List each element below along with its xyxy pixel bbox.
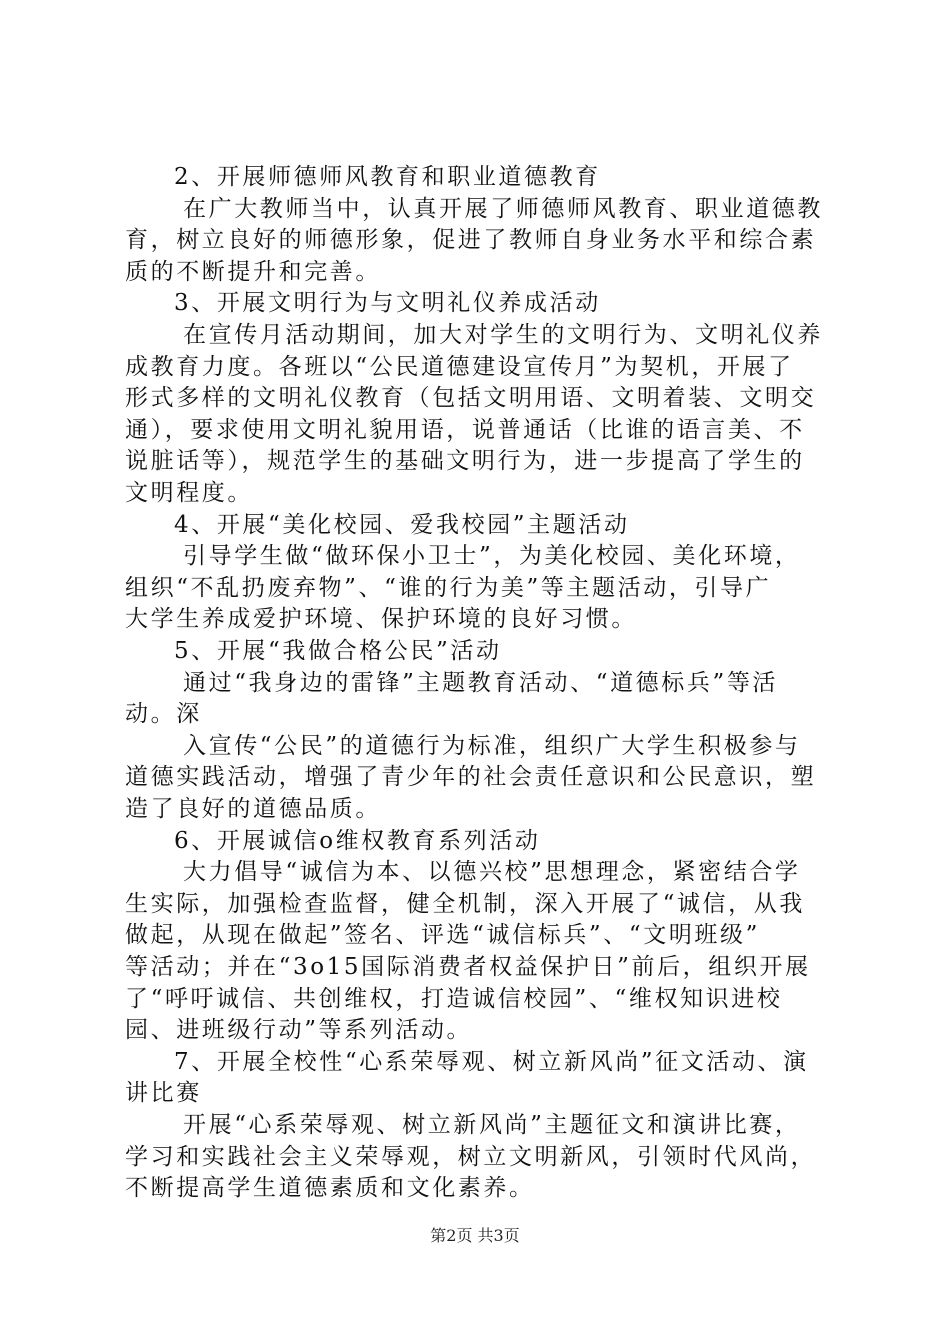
text-line: 园、进班级行动”等系列活动。 — [125, 1017, 473, 1044]
text-line: 质的不断提升和完善。 — [125, 258, 381, 285]
text-line: 3、开展文明行为与文明礼仪养成活动 — [174, 290, 601, 317]
text-line: 开展“心系荣辱观、树立新风尚”主题征文和演讲比赛， — [183, 1112, 801, 1138]
text-line: 形式多样的文明礼仪教育（包括文明用语、文明着装、文明交 — [125, 385, 817, 412]
text-line: 引导学生做“做环保小卫士”，为美化校园、美化环境， — [183, 543, 801, 570]
text-line: 5、开展“我做合格公民”活动 — [174, 638, 502, 664]
text-line: 组织“不乱扔废弃物”、“谁的行为美”等主题活动，引导广 — [125, 574, 772, 601]
text-line: 7、开展全校性“心系荣辱观、树立新风尚”征文活动、演 — [174, 1048, 809, 1075]
text-line: 造了良好的道德品质。 — [125, 796, 381, 822]
text-line: 生实际，加强检查监督，健全机制，深入开展了“诚信，从我 — [125, 890, 805, 917]
text-line: 不断提高学生道德素质和文化素养。 — [125, 1175, 535, 1202]
text-line: 等活动；并在“3o15国际消费者权益保护日”前后，组织开展 — [125, 954, 811, 980]
text-line: 在宣传月活动期间，加大对学生的文明行为、文明礼仪养 — [183, 322, 823, 348]
text-line: 通），要求使用文明礼貌用语，说普通话（比谁的语言美、不 — [125, 416, 805, 443]
text-line: 说脏话等），规范学生的基础文明行为，进一步提高了学生的 — [125, 448, 805, 475]
text-line: 道德实践活动，增强了青少年的社会责任意识和公民意识，塑 — [125, 764, 817, 791]
text-line: 通过“我身边的雷锋”主题教育活动、“道德标兵”等活 — [183, 669, 779, 696]
text-line: 育，树立良好的师德形象，促进了教师自身业务水平和综合素 — [125, 227, 817, 254]
text-line: 入宣传“公民”的道德行为标准，组织广大学生积极参与 — [183, 732, 801, 759]
page-footer: 第2页 共3页 — [430, 1226, 520, 1245]
text-line: 成教育力度。各班以“公民道德建设宣传月”为契机，开展了 — [125, 353, 794, 380]
text-line: 2、开展师德师风教育和职业道德教育 — [174, 164, 601, 190]
text-line: 了“呼吁诚信、共创维权，打造诚信校园”、“维权知识进校 — [125, 985, 783, 1012]
text-line: 做起，从现在做起”签名、评选“诚信标兵”、“文明班级” — [125, 922, 760, 949]
text-line: 大力倡导“诚信为本、以德兴校”思想理念，紧密结合学 — [183, 859, 801, 886]
text-line: 文明程度。 — [125, 480, 253, 506]
text-line: 大学生养成爱护环境、保护环境的良好习惯。 — [125, 606, 637, 633]
text-line: 6、开展诚信o维权教育系列活动 — [174, 827, 541, 854]
text-line: 在广大教师当中，认真开展了师德师风教育、职业道德教 — [183, 195, 823, 222]
text-line: 4、开展“美化校园、爱我校园”主题活动 — [174, 511, 630, 538]
text-line: 动。深 — [125, 701, 202, 728]
text-line: 讲比赛 — [125, 1080, 202, 1107]
text-line: 学习和实践社会主义荣辱观，树立文明新风，引领时代风尚， — [125, 1143, 817, 1170]
